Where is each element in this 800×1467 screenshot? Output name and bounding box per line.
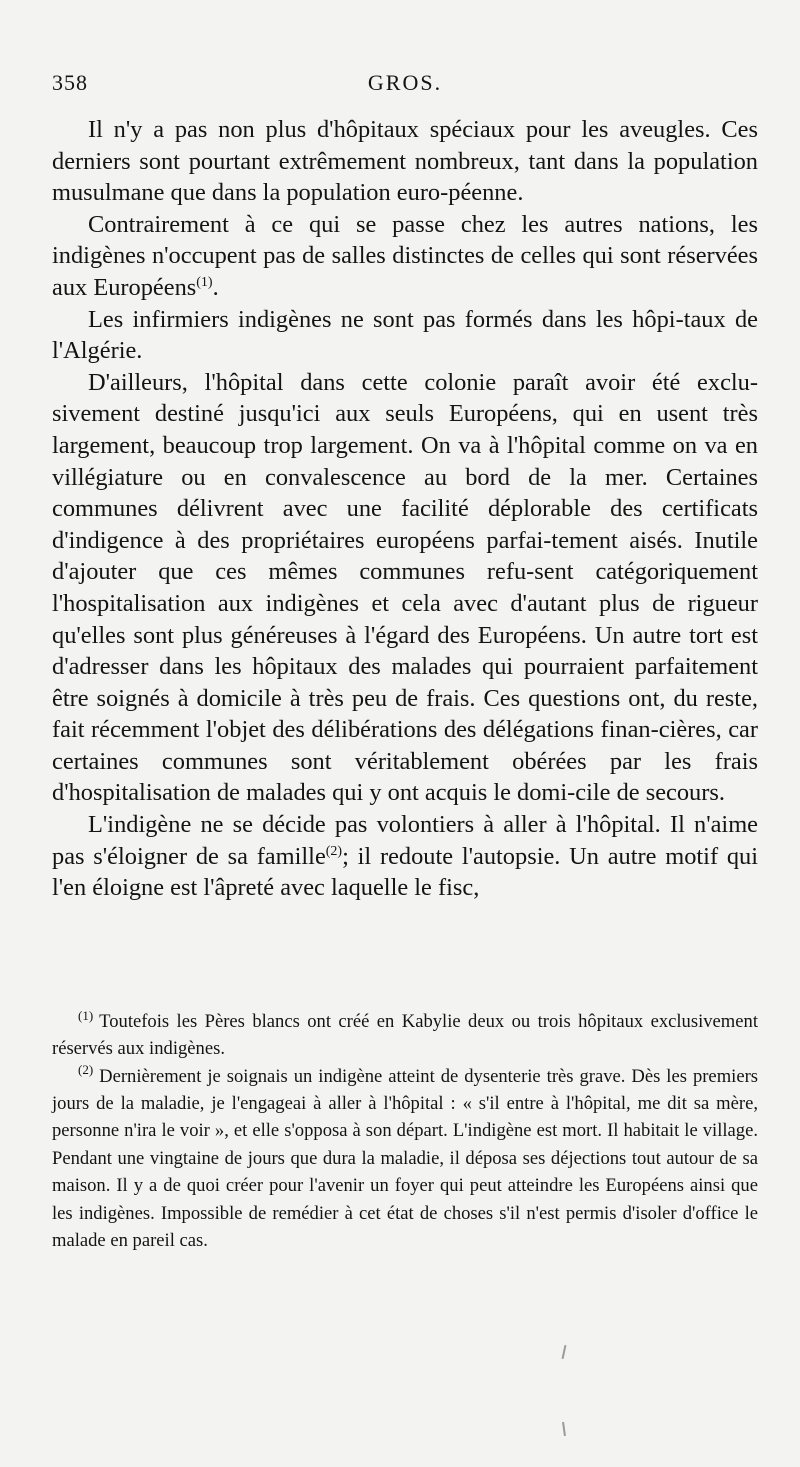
footnotes [52,1008,758,1255]
paragraph-nurses: Les infirmiers indigènes ne sont pas formés dans les hôpi-taux de l'Algérie. [52,305,758,365]
paragraph-indigene-reluctance [52,809,758,904]
footnote-mark-1: (1) [78,1007,94,1023]
paragraph-text: Contrairement à ce qui se passe chez les autres nations, les indigènes n'occupent pas de salles distinctes de celles qui sont réservées aux Européens [52,210,758,301]
paragraph-text: . [212,273,219,301]
footnote-text-1: Toutefois les Pères blancs ont créé en Kabylie deux ou trois hôpitaux exclusivement réservés aux indigènes. [52,1010,758,1060]
page-header [52,70,758,104]
paragraph-hospital-use: D'ailleurs, l'hôpital dans cette colonie paraît avoir été exclu-sivement destiné jusqu'ici aux seuls Européens, qui en usent très largement, beaucoup trop largement. On va à l'hôpital comme on va en villégiature ou en convalescence au bord de la mer. Certaines communes délivrent avec une facilité déplorable des certificats d'indigence à des propriétaires européens parfai-tement aisés. Inutile d'ajouter que ces mêmes communes refu-sent catégoriquement l'hospitalisation aux indigènes et cela avec d'autant plus de rigueur qu'elles sont plus généreuses à l'égard des Européens. Un autre tort est d'adresser dans les hôpitaux des malades qui pourraient parfaitement être soignés à domicile à très peu de frais. Ces questions ont, du reste, fait récemment l'objet des délibérations des délégations finan-cières, car certaines communes sont véritablement obérées par les frais d'hospitalisation de malades qui y ont acquis le domi-cile de secours. [52,368,758,807]
footnote-1 [52,1008,758,1063]
paragraph-text: ; il redoute l'autopsie. Un autre motif qui l'en éloigne est l'âpreté avec laquelle le fisc, [52,842,758,902]
scan-artifact-mark [562,1422,566,1436]
main-text [52,114,758,904]
footnote-ref-1: (1) [196,274,213,290]
footnote-2 [52,1063,758,1255]
scan-artifact-mark [562,1345,567,1359]
running-head: GROS. [367,70,443,95]
footnote-text-2: Dernièrement je soignais un indigène atteint de dysenterie très grave. Dès les premiers jours de la maladie, je l'engageai à aller à l'hôpital : « s'il entre à l'hôpital, me dit sa mère, personne n'ira le voir », et elle s'opposa à son départ. L'indigène est mort. Il habitait le village. Pendant une vingtaine de jours que dura la maladie, il déposa ses déjections tout autour de sa maison. Il y a de quoi créer pour l'avenir un foyer qui peut atteindre les Européens ainsi que les indigènes. Impossible de remédier à cet état de choses s'il n'est permis d'isoler d'office le malade en pareil cas. [52,1065,758,1252]
paragraph-text: L'indigène ne se décide pas volontiers à aller à l'hôpital. Il n'aime pas s'éloigner de sa famille [52,811,758,870]
paragraph-blind-hospitals: Il n'y a pas non plus d'hôpitaux spéciaux pour les aveugles. Ces derniers sont pourtant extrêmement nombreux, tant dans la population musulmane que dans la population euro-péenne. [52,116,758,207]
page-number: 358 [52,70,88,95]
footnote-ref-2: (2) [325,843,343,859]
footnote-mark-2: (2) [78,1062,94,1078]
paragraph-separate-wards [52,209,758,304]
